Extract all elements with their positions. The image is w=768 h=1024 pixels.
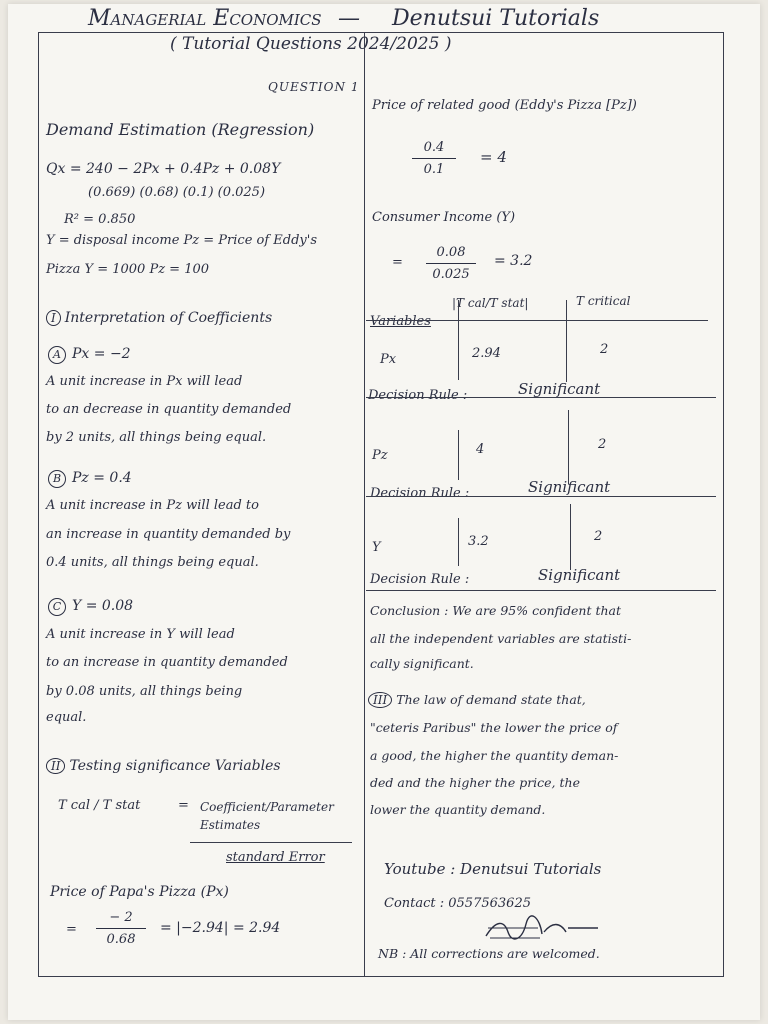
youtube-info: Youtube : Denutsui Tutorials xyxy=(384,860,602,878)
circle-b-badge: B xyxy=(48,470,66,488)
coef-b-line-3: 0.4 units, all things being equal. xyxy=(46,555,259,570)
coef-c-label: Y = 0.08 xyxy=(72,598,134,614)
table-row-2-divider-1 xyxy=(458,430,459,480)
income-heading: Consumer Income (Y) xyxy=(372,210,516,225)
table-row-y-tcrit: 2 xyxy=(594,529,603,544)
conclusion-line-2: all the independent variables are statisti- xyxy=(370,631,632,646)
papa-pizza-heading: Price of Papa's Pizza (Px) xyxy=(50,884,229,900)
law-line-1 xyxy=(368,692,586,708)
related-fraction-bar xyxy=(412,158,456,159)
coef-a-label: Px = −2 xyxy=(72,346,131,362)
conclusion-line-1: Conclusion : We are 95% confident that xyxy=(370,603,622,618)
law-line-4: ded and the higher the price, the xyxy=(370,775,580,790)
income-result: = 3.2 xyxy=(494,253,533,269)
coef-a-line-3: by 2 units, all things being equal. xyxy=(46,430,267,445)
related-result: = 4 xyxy=(480,148,507,166)
coef-b-heading xyxy=(48,470,132,488)
tcal-fraction-bar xyxy=(190,842,352,843)
coef-b-label: Pz = 0.4 xyxy=(72,470,132,486)
tcal-formula-equals: = xyxy=(178,798,189,813)
coef-a-line-2: to an decrease in quantity demanded xyxy=(46,402,292,417)
income-numerator: 0.08 xyxy=(436,245,466,260)
definition-line-1: Y = disposal income Pz = Price of Eddy's xyxy=(46,233,318,248)
table-row-px-rule-label: Decision Rule : xyxy=(368,388,468,403)
table-row-2-rule xyxy=(366,496,716,497)
law-line-3: a good, the higher the quantity deman- xyxy=(370,748,619,763)
roman-two-badge: II xyxy=(46,758,65,774)
table-row-2-divider-2 xyxy=(568,410,569,484)
coef-b-line-1: A unit increase in Pz will lead to xyxy=(46,498,259,513)
tcal-formula-numerator: Coefficient/Parameter Estimates xyxy=(200,800,334,832)
table-row-y-rule-label: Decision Rule : xyxy=(370,572,470,587)
income-denominator: 0.025 xyxy=(432,267,470,282)
roman-three-badge: III xyxy=(368,692,392,708)
nb-note: NB : All corrections are welcomed. xyxy=(378,946,600,961)
signature-image xyxy=(482,914,602,944)
regression-equation: Qx = 240 − 2Px + 0.4Pz + 0.08Y xyxy=(46,161,281,177)
table-col-divider-1 xyxy=(458,300,459,380)
conclusion-line-3: cally significant. xyxy=(370,656,474,671)
papa-fraction xyxy=(96,910,146,947)
table-row-pz-var: Pz xyxy=(372,448,388,463)
interpretation-heading-text: Interpretation of Coefficients xyxy=(64,310,273,326)
table-row-px-tcal: 2.94 xyxy=(472,346,501,361)
table-row-3-divider-1 xyxy=(458,518,459,566)
table-row-3-divider-2 xyxy=(570,504,571,570)
income-equals: = xyxy=(392,255,403,270)
table-row-px-rule: Significant xyxy=(518,380,601,398)
page-title: Managerial Economics xyxy=(88,6,322,31)
table-row-1-rule xyxy=(366,397,716,398)
income-fraction-bar xyxy=(426,263,476,264)
papa-result: = |−2.94| = 2.94 xyxy=(160,920,281,936)
author-name: Denutsui Tutorials xyxy=(392,6,600,31)
related-numerator: 0.4 xyxy=(423,140,445,155)
r-squared: R² = 0.850 xyxy=(64,212,136,227)
testing-heading-text: Testing significance Variables xyxy=(69,758,281,774)
coef-c-line-4: equal. xyxy=(46,710,87,725)
definition-line-2: Pizza Y = 1000 Pz = 100 xyxy=(46,262,210,277)
related-fraction xyxy=(412,140,456,177)
tcal-formula-lhs: T cal / T stat xyxy=(58,798,141,813)
coef-b-line-2: an increase in quantity demanded by xyxy=(46,527,291,542)
papa-denominator: 0.68 xyxy=(106,932,136,947)
standard-errors: (0.669) (0.68) (0.1) (0.025) xyxy=(88,185,266,200)
income-fraction xyxy=(426,245,476,282)
table-row-pz-tcal: 4 xyxy=(476,442,485,457)
coef-c-line-2: to an increase in quantity demanded xyxy=(46,655,288,670)
column-divider xyxy=(364,32,365,977)
papa-equals: = xyxy=(66,922,77,937)
table-row-y-rule: Significant xyxy=(538,566,621,584)
title-dash: — xyxy=(338,6,360,31)
page-subtitle: ( Tutorial Questions 2024/2025 ) xyxy=(170,34,452,54)
table-header-tcal: |T cal/T stat| xyxy=(452,296,529,310)
related-good-heading: Price of related good (Eddy's Pizza [Pz]) xyxy=(372,98,637,113)
coef-a-line-1: A unit increase in Px will lead xyxy=(46,374,243,389)
interpretation-heading xyxy=(46,310,272,326)
question-heading: QUESTION 1 xyxy=(268,80,360,94)
law-line-2: "ceteris Paribus" the lower the price of xyxy=(370,720,618,735)
table-row-y-tcal: 3.2 xyxy=(468,534,489,549)
papa-fraction-bar xyxy=(96,928,146,929)
circle-a-badge: A xyxy=(48,346,66,364)
table-col-divider-2 xyxy=(566,300,567,382)
related-denominator: 0.1 xyxy=(423,162,445,177)
contact-info: Contact : 0557563625 xyxy=(384,896,531,911)
testing-heading xyxy=(46,758,281,774)
coef-c-line-3: by 0.08 units, all things being xyxy=(46,684,243,699)
coef-c-line-1: A unit increase in Y will lead xyxy=(46,627,235,642)
law-line-1-text: The law of demand state that, xyxy=(396,692,586,707)
table-header-variables: Variables xyxy=(370,314,431,329)
table-row-3-rule xyxy=(366,590,716,591)
circle-c-badge: C xyxy=(48,598,66,616)
table-row-px-var: Px xyxy=(380,352,397,367)
law-line-5: lower the quantity demand. xyxy=(370,802,546,817)
tcal-formula-denominator: standard Error xyxy=(226,850,325,865)
papa-numerator: − 2 xyxy=(109,910,133,925)
table-header-tcritical: T critical xyxy=(576,294,631,308)
table-row-pz-rule: Significant xyxy=(528,478,611,496)
table-row-pz-tcrit: 2 xyxy=(598,437,607,452)
table-row-px-tcrit: 2 xyxy=(600,342,609,357)
table-header-rule xyxy=(366,320,708,321)
table-row-y-var: Y xyxy=(372,540,381,555)
table-row-pz-rule-label: Decision Rule : xyxy=(370,486,470,501)
coef-c-heading xyxy=(48,598,133,616)
coef-a-heading xyxy=(48,346,131,364)
roman-one-badge: I xyxy=(46,310,61,326)
section-title: Demand Estimation (Regression) xyxy=(46,120,315,139)
